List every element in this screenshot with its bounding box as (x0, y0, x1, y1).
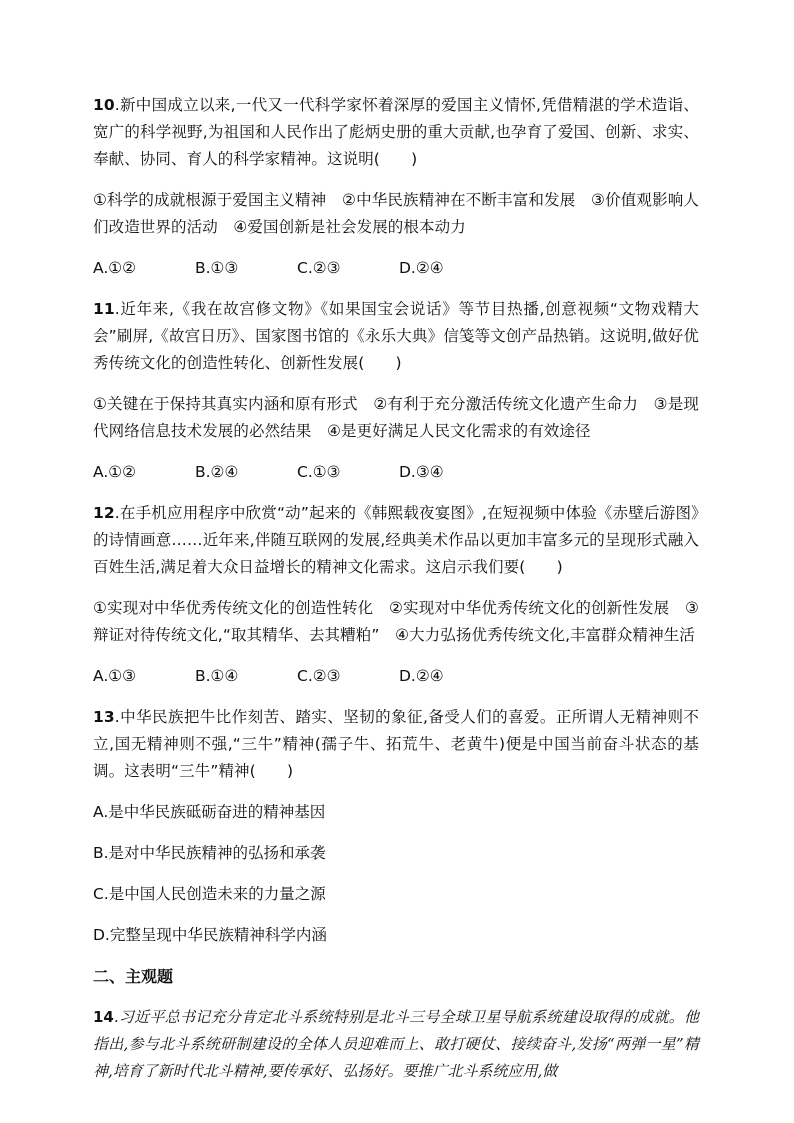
choice-d: D.完整呈现中华民族精神科学内涵 (93, 926, 327, 944)
question-12 (93, 500, 699, 690)
answer-options (93, 663, 699, 690)
question-text: .在手机应用程序中欣赏“动”起来的《韩熙载夜宴图》,在短视频中体验《赤壁后游图》的诗情画意……近年来,伴随互联网的发展,经典美术作品以更加丰富多元的呈现形式融入百姓生活,满足着大众日益增长的精神文化需求。这启示我们要( ) (93, 504, 699, 576)
option-d: D.②④ (399, 667, 444, 685)
section-title: 二、主观题 (93, 967, 174, 986)
question-text: .中华民族把牛比作刻苦、踏实、坚韧的象征,备受人们的喜爱。正所谓人无精神则不立,国无精神则不强,“三牛”精神(孺子牛、拓荒牛、老黄牛)便是中国当前奋斗状态的基调。这表明“三牛”精神( ) (93, 708, 699, 780)
option-d: D.②④ (399, 259, 444, 277)
question-number: 10 (93, 96, 115, 114)
option-c: C.①③ (297, 463, 341, 481)
choice-b: B.是对中华民族精神的弘扬和承袭 (93, 844, 326, 862)
question-text: .新中国成立以来,一代又一代科学家怀着深厚的爱国主义情怀,凭借精湛的学术造诣、宽广的科学视野,为祖国和人民作出了彪炳史册的重大贡献,也孕育了爱国、创新、求实、奉献、协同、育人的科学家精神。这说明( ) (93, 96, 699, 168)
option-c: C.②③ (297, 259, 341, 277)
question-stem (93, 296, 699, 377)
option-d: D.③④ (399, 463, 444, 481)
document-content (93, 92, 699, 1085)
option-b: B.①④ (195, 667, 239, 685)
question-number: 14 (93, 1008, 114, 1026)
question-statements: ①实现对中华优秀传统文化的创造性转化 ②实现对中华优秀传统文化的创新性发展 ③辩证对待传统文化,“取其精华、去其糟粕” ④大力弘扬优秀传统文化,丰富群众精神生活 (93, 599, 699, 644)
question-13 (93, 704, 699, 949)
question-11 (93, 296, 699, 486)
option-a: A.①③ (93, 667, 137, 685)
question-statements: ①科学的成就根源于爱国主义精神 ②中华民族精神在不断丰富和发展 ③价值观影响人们改造世界的活动 ④爱国创新是社会发展的根本动力 (93, 191, 699, 236)
question-stem (93, 92, 699, 173)
option-b: B.①③ (195, 259, 239, 277)
choice-c: C.是中国人民创造未来的力量之源 (93, 885, 326, 903)
question-number: 11 (93, 300, 115, 318)
question-statements: ①关键在于保持其真实内涵和原有形式 ②有利于充分激活传统文化遗产生命力 ③是现代网络信息技术发展的必然结果 ④是更好满足人民文化需求的有效途径 (93, 395, 699, 440)
option-a: A.①② (93, 259, 137, 277)
option-c: C.②③ (297, 667, 341, 685)
question-number: 12 (93, 504, 115, 522)
option-b: B.②④ (195, 463, 239, 481)
question-stem (93, 500, 699, 581)
answer-options (93, 255, 699, 282)
answer-options (93, 459, 699, 486)
question-number: 13 (93, 708, 115, 726)
question-14 (93, 1004, 699, 1085)
question-text: .近年来,《我在故宫修文物》《如果国宝会说话》等节目热播,创意视频“文物戏精大会”刷屏,《故宫日历》、国家图书馆的《永乐大典》信笺等文创产品热销。这说明,做好优秀传统文化的创造性转化、创新性发展( ) (93, 300, 699, 372)
question-stem (93, 704, 699, 785)
option-a: A.①② (93, 463, 137, 481)
question-text: .习近平总书记充分肯定北斗系统特别是北斗三号全球卫星导航系统建设取得的成就。他指出,参与北斗系统研制建设的全体人员迎难而上、敢打硬仗、接续奋斗,发扬“两弹一星”精神,培育了新时代北斗精神,要传承好、弘扬好。要推广北斗系统应用,做 (93, 1008, 699, 1080)
choice-a: A.是中华民族砥砺奋进的精神基因 (93, 803, 326, 821)
question-10 (93, 92, 699, 282)
